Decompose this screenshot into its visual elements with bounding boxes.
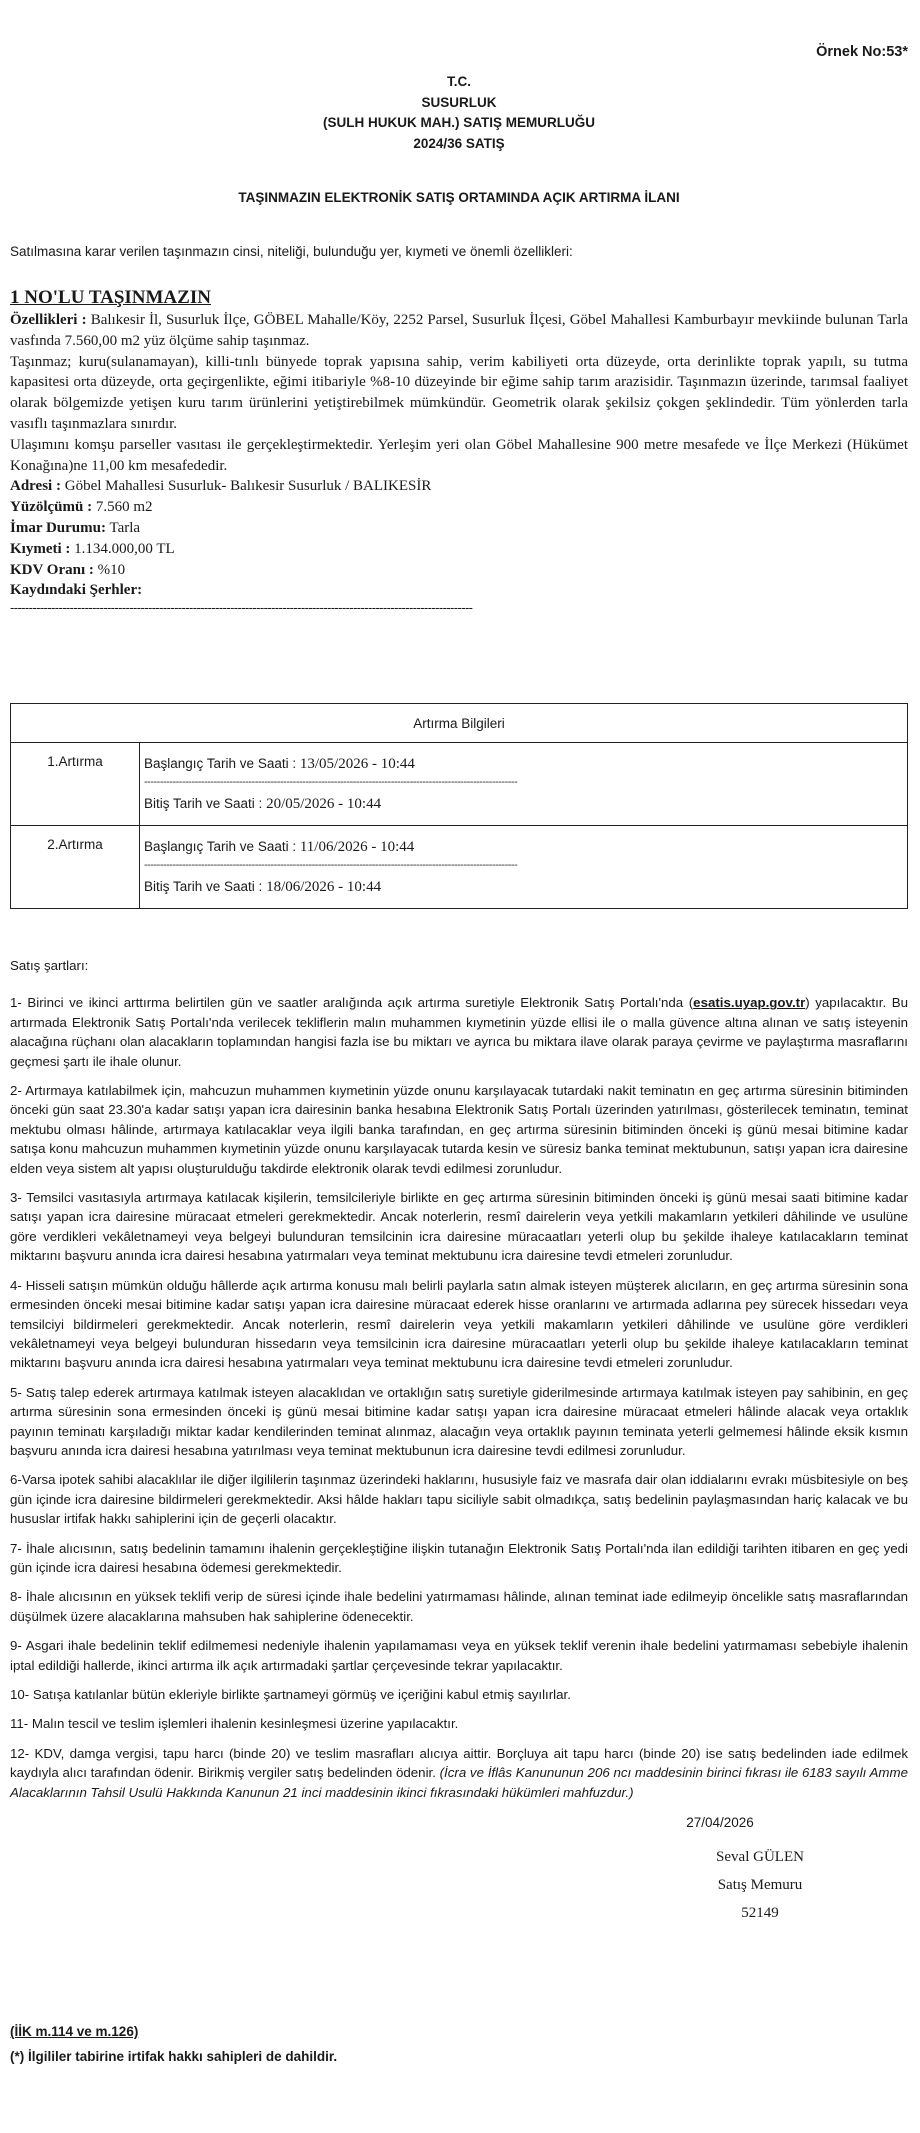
auction-separator: ---------------------------------------------------------------------------------------------------------------------- [144, 860, 518, 871]
condition-4: 4- Hisseli satışın mümkün olduğu hâllerde açık artırma konusu malı belirli paylarla satın almak isteyen müşterek alıcıların, en geç artırma süresinin sona ermesinden önceki mesai bitimine kadar satışı yapan icra dairesine müracaat ederek hisse oranlarını ve artırmada adlarına pey sürecek hissedarı veya temsilciyi bildirmeleri gerekmektedir. Ancak noterlerin, resmî dairelerin veya yetkili makamların yetkileri dâhilinde ve usulüne göre verdikleri vekâletnameyi veya belgeyi bulunduran hissedarın veya temsilcinin icra dairesine müracaatları yeterli olup bu şekilde ihaleye katılacakların teminat miktarını başvuru anında icra dairesi hesabına yatırmaları veya teminat mektubunu icra dairesine tevdi etmeleri zorunludur. [10, 1277, 908, 1371]
annotations-label: Kaydındaki Şerhler: [10, 582, 143, 599]
header-tc: T.C. [446, 74, 471, 89]
conditions-heading: Satış şartları: [10, 958, 89, 973]
auction-label: 2.Artırma [11, 826, 140, 909]
vat-label: KDV Oranı : [10, 561, 94, 578]
start-value: 13/05/2026 - 10:44 [299, 756, 415, 772]
intro-text: Satılmasına karar verilen taşınmazın cinsi, niteliği, bulunduğu yer, kıymeti ve önemli özellikleri: [10, 244, 573, 259]
sale-conditions [10, 956, 908, 1812]
property-area [10, 497, 908, 518]
property-divider: ---------------------------------------------------------------------------------------------------------------------------- [10, 600, 473, 615]
property-access: Ulaşımını komşu parseller vasıtası ile gerçekleştirmektedir. Yerleşim yeri olan Göbel Mahallesine 900 metre mesafede ve İlçe Merkezi (Hükümet Konağına)ne 11,00 km mesafededir. [10, 436, 908, 474]
features-text: Balıkesir İl, Susurluk İlçe, GÖBEL Mahalle/Köy, 2252 Parsel, Susurluk İlçesi, Göbel Mahallesi Kamburbayır mevkiinde bulunan Tarla vasfında 7.560,00 m2 yüz ölçüme sahip taşınmaz. [10, 312, 908, 349]
property-value [10, 539, 908, 560]
property-title: 1 NO'LU TAŞINMAZIN [10, 287, 211, 308]
vat-value: %10 [97, 561, 126, 578]
address-label: Adresi : [10, 478, 61, 495]
condition-11: 11- Malın tescil ve teslim işlemleri ihalenin kesinleşmesi üzerine yapılacaktır. [10, 1716, 459, 1732]
auction-start [144, 834, 903, 860]
zoning-value: Tarla [109, 519, 141, 536]
auction-end [144, 874, 903, 900]
signature-block [690, 1843, 830, 1927]
condition-9: 9- Asgari ihale bedelinin teklif edilmemesi nedeniyle ihalenin yapılamaması veya en yüksek teklif verenin ihale bedelini yatırmaması sebebiyle ihalenin iptal edildiği hallerde, ikinci artırma ilk açık artırmadaki şartlar çerçevesinde tekrar yapılacaktır. [10, 1638, 908, 1673]
end-label: Bitiş Tarih ve Saati : [144, 796, 263, 811]
esatis-link[interactable]: esatis.uyap.gov.tr [693, 995, 806, 1011]
signer-name: Seval GÜLEN [716, 1849, 804, 1865]
condition-12-text: 12- KDV, damga vergisi, tapu harcı (binde 20) ve teslim masrafları alıcıya aittir. Borçluya ait tapu harcı (binde 20) ise satış bedelinden iade edilmek kaydıyla alıcı tarafından ödenir. Birikmiş vergiler satış bedelinden ödenir. [10, 1745, 908, 1781]
header-office: (SULH HUKUK MAH.) SATIŞ MEMURLUĞU [323, 115, 595, 130]
footer-note: (*) İlgililer tabirine irtifak hakkı sahipleri de dahildir. [10, 2049, 338, 2064]
address-value: Göbel Mahallesi Susurluk- Balıkesir Susurluk / BALIKESİR [64, 478, 432, 495]
condition-12-legal-note: (İcra ve İflâs Kanununun 206 ncı maddesinin birinci fıkrası ile 6183 sayılı Amme Alacaklarının Tahsil Usulü Hakkında Kanunun 21 inci maddesinin ikinci fıkrasındaki hükümleri mahfuzdur.) [10, 1765, 908, 1800]
auction-label: 1.Artırma [11, 743, 140, 826]
document-header [10, 72, 908, 154]
property-annotations [10, 580, 908, 601]
condition-7: 7- İhale alıcısının, satış bedelinin tamamını ihalenin gerçekleştiğine ilişkin tutanağın Elektronik Satış Portalı'nda ilan edildiği tarihten itibaren en geç yedi gün içinde icra dairesi hesabına ödemesi gerekmektedir. [10, 1540, 908, 1575]
announcement-title: TAŞINMAZIN ELEKTRONİK SATIŞ ORTAMINDA AÇIK ARTIRMA İLANI [238, 190, 680, 205]
features-label: Özellikleri : [10, 312, 87, 328]
header-file-number: 2024/36 SATIŞ [413, 135, 505, 151]
ornek-number: Örnek No:53* [816, 44, 908, 60]
auction-table-header: Artırma Bilgileri [11, 704, 908, 743]
value-amount: 1.134.000,00 TL [74, 540, 175, 557]
condition-3: 3- Temsilci vasıtasıyla artırmaya katılacak kişilerin, temsilcileriyle birlikte en geç artırma süresinin bitiminden önceki iş günü mesai saati bitimine kadar satışı yapan icra dairesine müracaat etmeleri gerekmektedir. Ancak noterlerin, resmî dairelerin veya yetkili makamların yetkileri dâhilinde ve usulüne göre verdikleri vekâletnameyi veya belgeyi bulunduran temsilcinin icra dairesine müracaatları yeterli olup bu şekilde ihaleye katılacakların teminat miktarını başvuru anında icra dairesi hesabına yatırmaları veya teminat mektubunu icra dairesine tevdi etmeleri zorunludur. [10, 1190, 908, 1264]
zoning-label: İmar Durumu: [10, 519, 106, 536]
condition-12 [10, 1744, 908, 1802]
end-label: Bitiş Tarih ve Saati : [144, 879, 263, 894]
auction-row-2 [11, 826, 908, 909]
end-value: 18/06/2026 - 10:44 [266, 879, 382, 895]
footer-reference: (İİK m.114 ve m.126) [10, 2024, 139, 2039]
property-section [10, 286, 908, 601]
auction-row-1 [11, 743, 908, 826]
condition-10: 10- Satışa katılanlar bütün ekleriyle birlikte şartnameyi görmüş ve içeriğini kabul etmiş sayılırlar. [10, 1687, 571, 1702]
start-label: Başlangıç Tarih ve Saati : [144, 839, 297, 854]
auction-table [10, 703, 908, 909]
document-date: 27/04/2026 [686, 1815, 754, 1830]
auction-end [144, 791, 903, 817]
auction-start [144, 751, 903, 777]
area-label: Yüzölçümü : [10, 499, 93, 516]
header-city: SUSURLUK [421, 94, 497, 110]
value-label: Kıymeti : [10, 540, 71, 557]
property-vat [10, 560, 908, 581]
condition-5: 5- Satış talep ederek artırmaya katılmak isteyen alacaklıdan ve ortaklığın satış suretiyle giderilmesinde artırmaya katılmak isteyen pay sahibinin, en geç artırma süresinin sona ermesinden önceki iş günü mesai bitimine kadar satışı yapan icra dairesine müracaat etmeleri hâlinde alacak veya ortaklık payının teminatı karşıladığı miktar kadar kendilerinden teminat alınmaz, alacağın veya ortaklık payının teminata yeterli gelmemesi hâlinde eksik kısmın başvuru anında icra dairesi hesabına yatırılması veya teminat mektubunun icra dairesine tevdi edilmesi zorunludur. [10, 1384, 908, 1458]
condition-1 [10, 993, 908, 1071]
area-value: 7.560 m2 [95, 499, 153, 516]
end-value: 20/05/2026 - 10:44 [266, 796, 382, 812]
property-address [10, 476, 908, 497]
property-features [10, 310, 908, 352]
start-label: Başlangıç Tarih ve Saati : [144, 756, 297, 771]
start-value: 11/06/2026 - 10:44 [299, 839, 415, 855]
signer-number: 52149 [741, 1905, 779, 1921]
condition-1-text: 1- Birinci ve ikinci arttırma belirtilen gün ve saatler aralığında açık artırma suretiyle Elektronik Satış Portalı'nda ( [10, 995, 694, 1011]
condition-8: 8- İhale alıcısının en yüksek teklifi verip de süresi içinde ihale bedelini yatırmaması hâlinde, alınan teminat iade edilmeyip öncelikle satış masraflarından düşülmek üzere alacaklarına mahsuben hak sahiplerine ödenecektir. [10, 1589, 908, 1624]
condition-6: 6-Varsa ipotek sahibi alacaklılar ile diğer ilgililerin taşınmaz üzerindeki haklarını, hususiyle faiz ve masrafa dair olan iddialarını evrakı müsbitesiyle on beş gün içinde icra dairesine bildirmeleri gerekmektedir. Aksi hâlde hakları tapu siciliyle sabit olmadıkça, satış bedelinin paylaşmasından hariç kalacak ve bu hususlar irtifak hakkı sahiplerini için de geçerli olacaktır. [10, 1472, 908, 1527]
signer-title: Satış Memuru [717, 1877, 803, 1893]
auction-separator: ---------------------------------------------------------------------------------------------------------------------- [144, 777, 518, 788]
property-description: Taşınmaz; kuru(sulanamayan), killi-tınlı bünyede toprak yapısına sahip, verim kabiliyeti orta düzeyde, orta derinlikte toprak yapılı, su tutma kapasitesi orta düzeyde, orta geçirgenlikte, eğimi itibariyle %8-10 düzeyinde bir eğime sahip tarım arazisidir. Taşınmazın üzerinde, tarımsal faaliyet olarak bölgemizde yetişen kuru tarım ürünlerini yetiştirebilmek mümkündür. Geometrik olarak şekilsiz çokgen şeklindedir. Tüm yönlerden tarla vasıflı taşınmazlara sınırdır. [10, 353, 908, 432]
condition-1-text-cont: ) yapılacaktır. Bu artırmada Elektronik Satış Portalı'nda verilecek tekliflerin malın muhammen kıymetinin yüzde ellisi ile o malla güvence altına alınan ve satış isteyenin alacağına rüçhanı olan alacakların toplamından hangisi fazla ise bu miktarı ve ayrıca bu miktara ilave olarak paraya çevirme ve paylaştırma masraflarını geçmesi şartı ile ihale olunur. [10, 995, 908, 1069]
condition-2: 2- Artırmaya katılabilmek için, mahcuzun muhammen kıymetinin yüzde onunu karşılayacak tutardaki nakit teminatın en geç artırma süresinin bitiminden önceki gün saat 23.30'a kadar satışı yapan icra dairesinin banka hesabına Elektronik Satış Portalı üzerinden yatırılması, gösterilecek teminatın, teminat mektubu olması hâlinde, artırmaya katılacaklar veya ilgili banka tarafından, en geç artırma süresinin bitiminden önceki iş günü mesai bitimine kadar satışa konu mahcuzun muhammen kıymetinin yüzde onunu karşılayacak tutarda kesin ve süresiz banka teminat mektubunun, satışı yapan icra dairesine elden veya sistem alt yapısı oluşturulduğu takdirde elektronik olarak tevdi edilmesi zorunludur. [10, 1083, 908, 1176]
property-zoning [10, 518, 908, 539]
